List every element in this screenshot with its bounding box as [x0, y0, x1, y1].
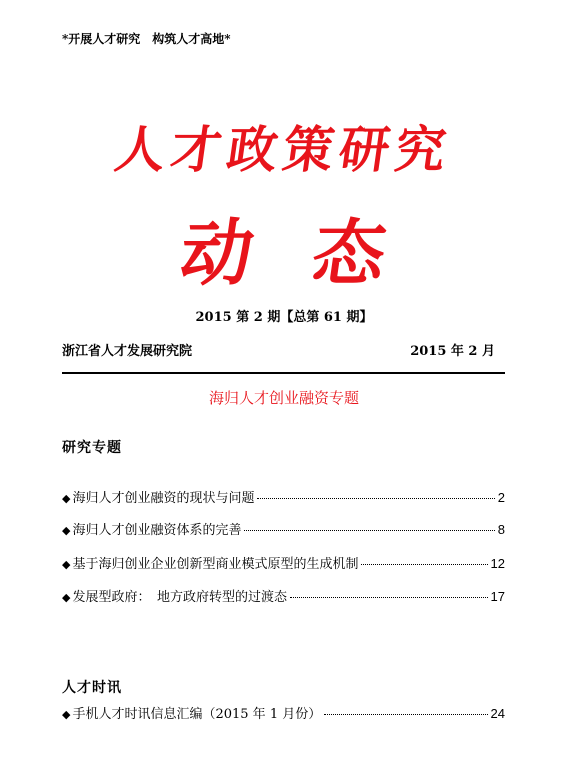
toc-item[interactable]	[62, 519, 505, 538]
toc-item-page: 24	[490, 706, 505, 721]
publisher-org: 浙江省人才发展研究院	[62, 344, 193, 359]
toc-item-page: 17	[490, 589, 505, 604]
diamond-bullet-icon: ◆	[62, 591, 71, 604]
diamond-bullet-icon: ◆	[62, 558, 71, 571]
header-divider	[62, 372, 505, 374]
issue-number: 2015 第 2 期【总第 61 期】	[195, 310, 373, 325]
toc-item-title: 基于海归创业企业创新型商业模式原型的生成机制	[72, 557, 359, 572]
leader-dots	[257, 498, 494, 499]
header-slogan: *开展人才研究 构筑人才高地*	[62, 32, 231, 46]
diamond-bullet-icon: ◆	[62, 708, 71, 721]
toc-item[interactable]	[62, 703, 505, 722]
toc-item-title: 海归人才创业融资的现状与问题	[72, 491, 255, 506]
toc-item[interactable]	[62, 586, 505, 605]
toc-item[interactable]	[62, 553, 505, 572]
leader-dots	[324, 714, 487, 715]
toc-item-page: 2	[497, 490, 505, 505]
leader-dots	[290, 597, 488, 598]
toc-item-page: 12	[490, 556, 505, 571]
toc-item-title: 手机人才时讯信息汇编（2015 年 1 月份）	[72, 707, 322, 722]
toc-item-title: 海归人才创业融资体系的完善	[72, 523, 242, 538]
publish-date: 2015 年 2 月	[410, 344, 495, 359]
diamond-bullet-icon: ◆	[62, 492, 71, 505]
toc-item-title: 发展型政府： 地方政府转型的过渡态	[72, 590, 287, 605]
section-heading-research: 研究专题	[62, 440, 122, 456]
leader-dots	[361, 564, 487, 565]
leader-dots	[244, 530, 494, 531]
journal-title: 人才政策研究	[111, 120, 456, 179]
section-heading-news: 人才时讯	[62, 680, 122, 696]
special-topic: 海归人才创业融资专题	[208, 389, 359, 407]
toc-item[interactable]	[62, 487, 505, 506]
toc-item-page: 8	[497, 522, 505, 537]
journal-subtitle: 动态	[175, 210, 452, 295]
diamond-bullet-icon: ◆	[62, 524, 71, 537]
